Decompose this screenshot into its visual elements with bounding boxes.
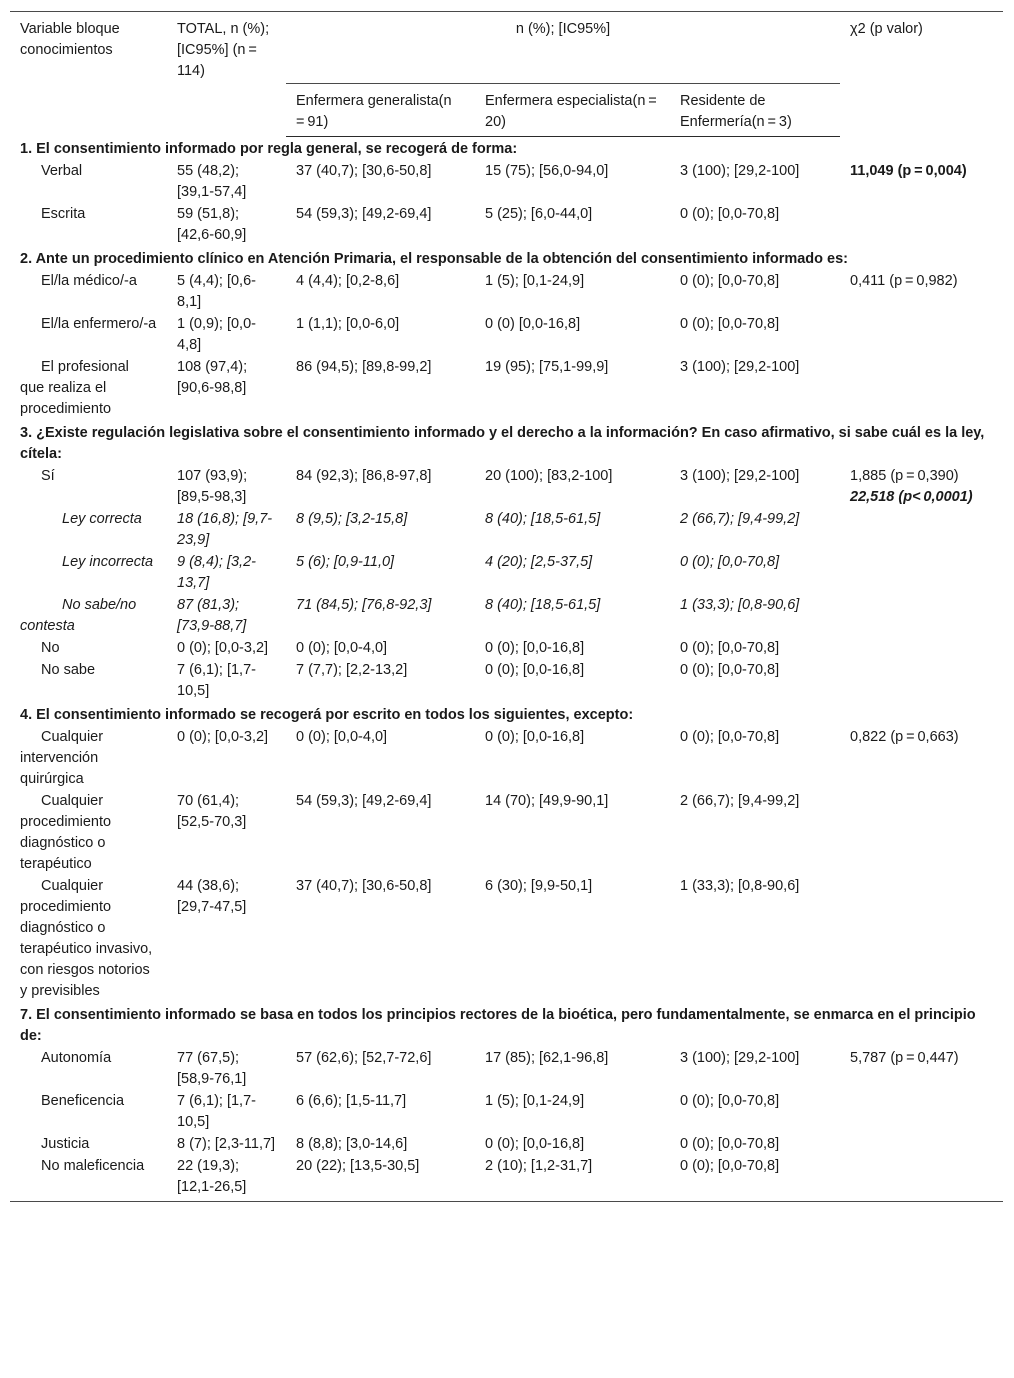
header-total: TOTAL, n (%); [IC95%] (n = 114) [167, 12, 286, 137]
table-row [10, 204, 1003, 247]
header-npct: n (%); [IC95%] [286, 12, 840, 84]
cell-chi-empty [840, 314, 1003, 357]
cell-total: 55 (48,2); [39,1-57,4] [177, 163, 247, 200]
cell-total: 7 (6,1); [1,7-10,5] [177, 662, 256, 699]
cell-total: 77 (67,5); [58,9-76,1] [177, 1050, 247, 1087]
cell-enf-gen: 8 (8,8); [3,0-14,6] [296, 1136, 408, 1152]
cell-enf-esp: 17 (85); [62,1-96,8] [485, 1050, 609, 1066]
row-label: No maleficencia [10, 1156, 167, 1202]
cell-enf-esp: 1 (5); [0,1-24,9] [485, 273, 585, 289]
cell-enf-esp: 5 (25); [6,0-44,0] [485, 206, 593, 222]
table-row [10, 552, 1003, 595]
row-label: Cualquier intervención quirúrgica [20, 729, 104, 787]
cell-chi-empty [840, 876, 1003, 1003]
section-title: 1. El consentimiento informado por regla general, se recogerá de forma: [20, 141, 518, 157]
cell-chi-empty [840, 204, 1003, 247]
cell-enf-esp: 15 (75); [56,0-94,0] [485, 163, 609, 179]
cell-total: 107 (93,9); [89,5-98,3] [177, 468, 248, 505]
row-label: Autonomía [41, 1050, 112, 1066]
header-chi: χ2 (p valor) [840, 12, 1003, 137]
cell-total: 108 (97,4); [90,6-98,8] [177, 359, 248, 396]
section-title-row [10, 137, 1003, 162]
cell-enf-esp: 0 (0); [0,0-16,8] [485, 640, 585, 656]
cell-residente: 0 (0); [0,0-70,8] [680, 273, 780, 289]
cell-chi: 11,049 (p = 0,004) [850, 163, 967, 179]
cell-chi-empty [840, 357, 1003, 421]
cell-residente: 0 (0); [0,0-70,8] [680, 554, 780, 570]
cell-chi [840, 466, 1003, 509]
cell-total: 9 (8,4); [3,2-13,7] [177, 554, 256, 591]
row-label: El/la médico/-a [41, 273, 137, 289]
row-label: Escrita [41, 206, 86, 222]
section-title: 7. El consentimiento informado se basa en todos los principios rectores de la bioética, pero fundamentalmente, se enmarca en el principio de: [20, 1007, 976, 1044]
cell-enf-esp: 19 (95); [75,1-99,9] [485, 359, 609, 375]
cell-enf-esp: 0 (0); [0,0-16,8] [485, 729, 585, 745]
cell-total: 7 (6,1); [1,7-10,5] [177, 1093, 256, 1130]
section-title-row [10, 247, 1003, 271]
cell-enf-gen: 6 (6,6); [1,5-11,7] [296, 1093, 407, 1109]
cell-chi: 0,822 (p = 0,663) [850, 729, 959, 745]
cell-enf-gen: 71 (84,5); [76,8-92,3] [296, 597, 432, 613]
row-label: Cualquier procedimiento diagnóstico o terapéutico invasivo, con riesgos notorios y previsibles [20, 878, 153, 999]
cell-chi-empty [840, 791, 1003, 876]
cell-residente: 2 (66,7); [9,4-99,2] [680, 511, 800, 527]
table-row [10, 791, 1003, 876]
cell-total: 44 (38,6); [29,7-47,5] [177, 878, 247, 915]
cell-total: 5 (4,4); [0,6-8,1] [177, 273, 256, 310]
cell-enf-gen: 5 (6); [0,9-11,0] [296, 554, 395, 570]
cell-chi-empty [840, 595, 1003, 638]
row-label: No sabe/no contesta [20, 597, 137, 634]
cell-chi-empty [840, 638, 1003, 660]
cell-enf-esp: 0 (0) [0,0-16,8] [485, 316, 581, 332]
cell-enf-gen: 57 (62,6); [52,7-72,6] [296, 1050, 432, 1066]
cell-total: 22 (19,3); [12,1-26,5] [167, 1156, 286, 1202]
table-row [10, 727, 1003, 791]
cell-residente: 0 (0); [0,0-70,8] [680, 640, 780, 656]
header-enf-gen: Enfermera generalista(n = 91) [286, 84, 475, 137]
table-row [10, 638, 1003, 660]
cell-enf-esp: 1 (5); [0,1-24,9] [485, 1093, 585, 1109]
knowledge-table [10, 11, 1003, 1202]
row-label: Beneficencia [41, 1093, 125, 1109]
table-row [10, 161, 1003, 204]
chi-value-secondary: 22,518 (p< 0,0001) [850, 489, 973, 505]
cell-residente: 0 (0); [0,0-70,8] [680, 1136, 780, 1152]
cell-residente: 3 (100); [29,2-100] [680, 163, 800, 179]
table-row [10, 357, 1003, 421]
table-row [10, 509, 1003, 552]
row-label: Ley incorrecta [62, 554, 154, 570]
cell-total: 8 (7); [2,3-11,7] [177, 1136, 276, 1152]
table-row [10, 660, 1003, 703]
cell-enf-gen: 7 (7,7); [2,2-13,2] [296, 662, 408, 678]
cell-residente: 0 (0); [0,0-70,8] [680, 1093, 780, 1109]
cell-total: 59 (51,8); [42,6-60,9] [177, 206, 247, 243]
cell-enf-gen: 8 (9,5); [3,2-15,8] [296, 511, 408, 527]
cell-total: 1 (0,9); [0,0-4,8] [177, 316, 256, 353]
row-label: El profesional que realiza el procedimiento [20, 359, 129, 417]
cell-enf-gen: 1 (1,1); [0,0-6,0] [296, 316, 400, 332]
cell-enf-gen: 20 (22); [13,5-30,5] [286, 1156, 475, 1202]
header-variable: Variable bloque conocimientos [10, 12, 167, 137]
cell-total: 0 (0); [0,0-3,2] [177, 729, 269, 745]
cell-enf-esp: 0 (0); [0,0-16,8] [485, 662, 585, 678]
table-row [10, 1134, 1003, 1156]
cell-chi-empty [840, 552, 1003, 595]
cell-total: 87 (81,3); [73,9-88,7] [177, 597, 247, 634]
row-label: Sí [41, 468, 55, 484]
table-row [10, 314, 1003, 357]
cell-enf-gen: 86 (94,5); [89,8-99,2] [296, 359, 432, 375]
cell-chi-empty [840, 1156, 1003, 1202]
header-enf-esp: Enfermera especialista(n = 20) [475, 84, 670, 137]
cell-enf-esp: 6 (30); [9,9-50,1] [485, 878, 593, 894]
cell-residente: 3 (100); [29,2-100] [680, 1050, 800, 1066]
cell-enf-esp: 4 (20); [2,5-37,5] [485, 554, 593, 570]
cell-enf-esp: 8 (40); [18,5-61,5] [485, 597, 601, 613]
cell-enf-esp: 2 (10); [1,2-31,7] [475, 1156, 670, 1202]
cell-enf-esp: 8 (40); [18,5-61,5] [485, 511, 601, 527]
table-row [10, 466, 1003, 509]
cell-chi-empty [840, 1134, 1003, 1156]
table-row [10, 1156, 1003, 1202]
cell-enf-gen: 54 (59,3); [49,2-69,4] [296, 793, 432, 809]
row-label: El/la enfermero/-a [41, 316, 157, 332]
cell-enf-gen: 4 (4,4); [0,2-8,6] [296, 273, 400, 289]
cell-enf-gen: 37 (40,7); [30,6-50,8] [296, 878, 432, 894]
row-label: No sabe [41, 662, 96, 678]
section-title-row [10, 1003, 1003, 1048]
cell-enf-esp: 20 (100); [83,2-100] [485, 468, 613, 484]
section-title-row [10, 421, 1003, 466]
cell-chi-empty [840, 660, 1003, 703]
table-row [10, 876, 1003, 1003]
row-label: Cualquier procedimiento diagnóstico o terapéutico [20, 793, 112, 872]
cell-residente: 0 (0); [0,0-70,8] [680, 206, 780, 222]
cell-chi-empty [840, 509, 1003, 552]
section-title: 4. El consentimiento informado se recogerá por escrito en todos los siguientes, excepto: [20, 707, 634, 723]
cell-chi: 5,787 (p = 0,447) [850, 1050, 959, 1066]
cell-residente: 3 (100); [29,2-100] [680, 468, 800, 484]
cell-residente: 0 (0); [0,0-70,8] [680, 662, 780, 678]
cell-total: 18 (16,8); [9,7-23,9] [177, 511, 273, 548]
cell-total: 70 (61,4); [52,5-70,3] [177, 793, 247, 830]
cell-enf-gen: 54 (59,3); [49,2-69,4] [296, 206, 432, 222]
cell-chi-empty [840, 1091, 1003, 1134]
table-row [10, 271, 1003, 314]
cell-residente: 0 (0); [0,0-70,8] [680, 729, 780, 745]
table-row [10, 595, 1003, 638]
row-label: Ley correcta [62, 511, 142, 527]
section-title: 2. Ante un procedimiento clínico en Atención Primaria, el responsable de la obtención del consentimiento informado es: [20, 251, 848, 267]
cell-enf-esp: 14 (70); [49,9-90,1] [485, 793, 609, 809]
cell-total: 0 (0); [0,0-3,2] [177, 640, 269, 656]
cell-residente: 1 (33,3); [0,8-90,6] [680, 878, 800, 894]
cell-residente: 0 (0); [0,0-70,8] [680, 316, 780, 332]
chi-value: 1,885 (p = 0,390) [850, 468, 959, 484]
table-row [10, 1048, 1003, 1091]
section-title: 3. ¿Existe regulación legislativa sobre el consentimiento informado y el derecho a la información? En caso afirmativo, si sabe cuál es la ley, cítela: [20, 425, 985, 462]
cell-enf-gen: 84 (92,3); [86,8-97,8] [296, 468, 432, 484]
cell-residente: 3 (100); [29,2-100] [680, 359, 800, 375]
cell-residente: 0 (0); [0,0-70,8] [670, 1156, 840, 1202]
cell-enf-gen: 37 (40,7); [30,6-50,8] [296, 163, 432, 179]
cell-chi: 0,411 (p = 0,982) [850, 273, 958, 289]
cell-enf-gen: 0 (0); [0,0-4,0] [296, 729, 388, 745]
cell-residente: 2 (66,7); [9,4-99,2] [680, 793, 800, 809]
row-label: Justicia [41, 1136, 90, 1152]
header-residente: Residente de Enfermería(n = 3) [670, 84, 840, 137]
cell-residente: 1 (33,3); [0,8-90,6] [680, 597, 800, 613]
row-label: No [41, 640, 60, 656]
cell-enf-gen: 0 (0); [0,0-4,0] [296, 640, 388, 656]
section-title-row [10, 703, 1003, 727]
table-row [10, 1091, 1003, 1134]
cell-enf-esp: 0 (0); [0,0-16,8] [485, 1136, 585, 1152]
row-label: Verbal [41, 163, 83, 179]
header-row [10, 12, 1003, 84]
